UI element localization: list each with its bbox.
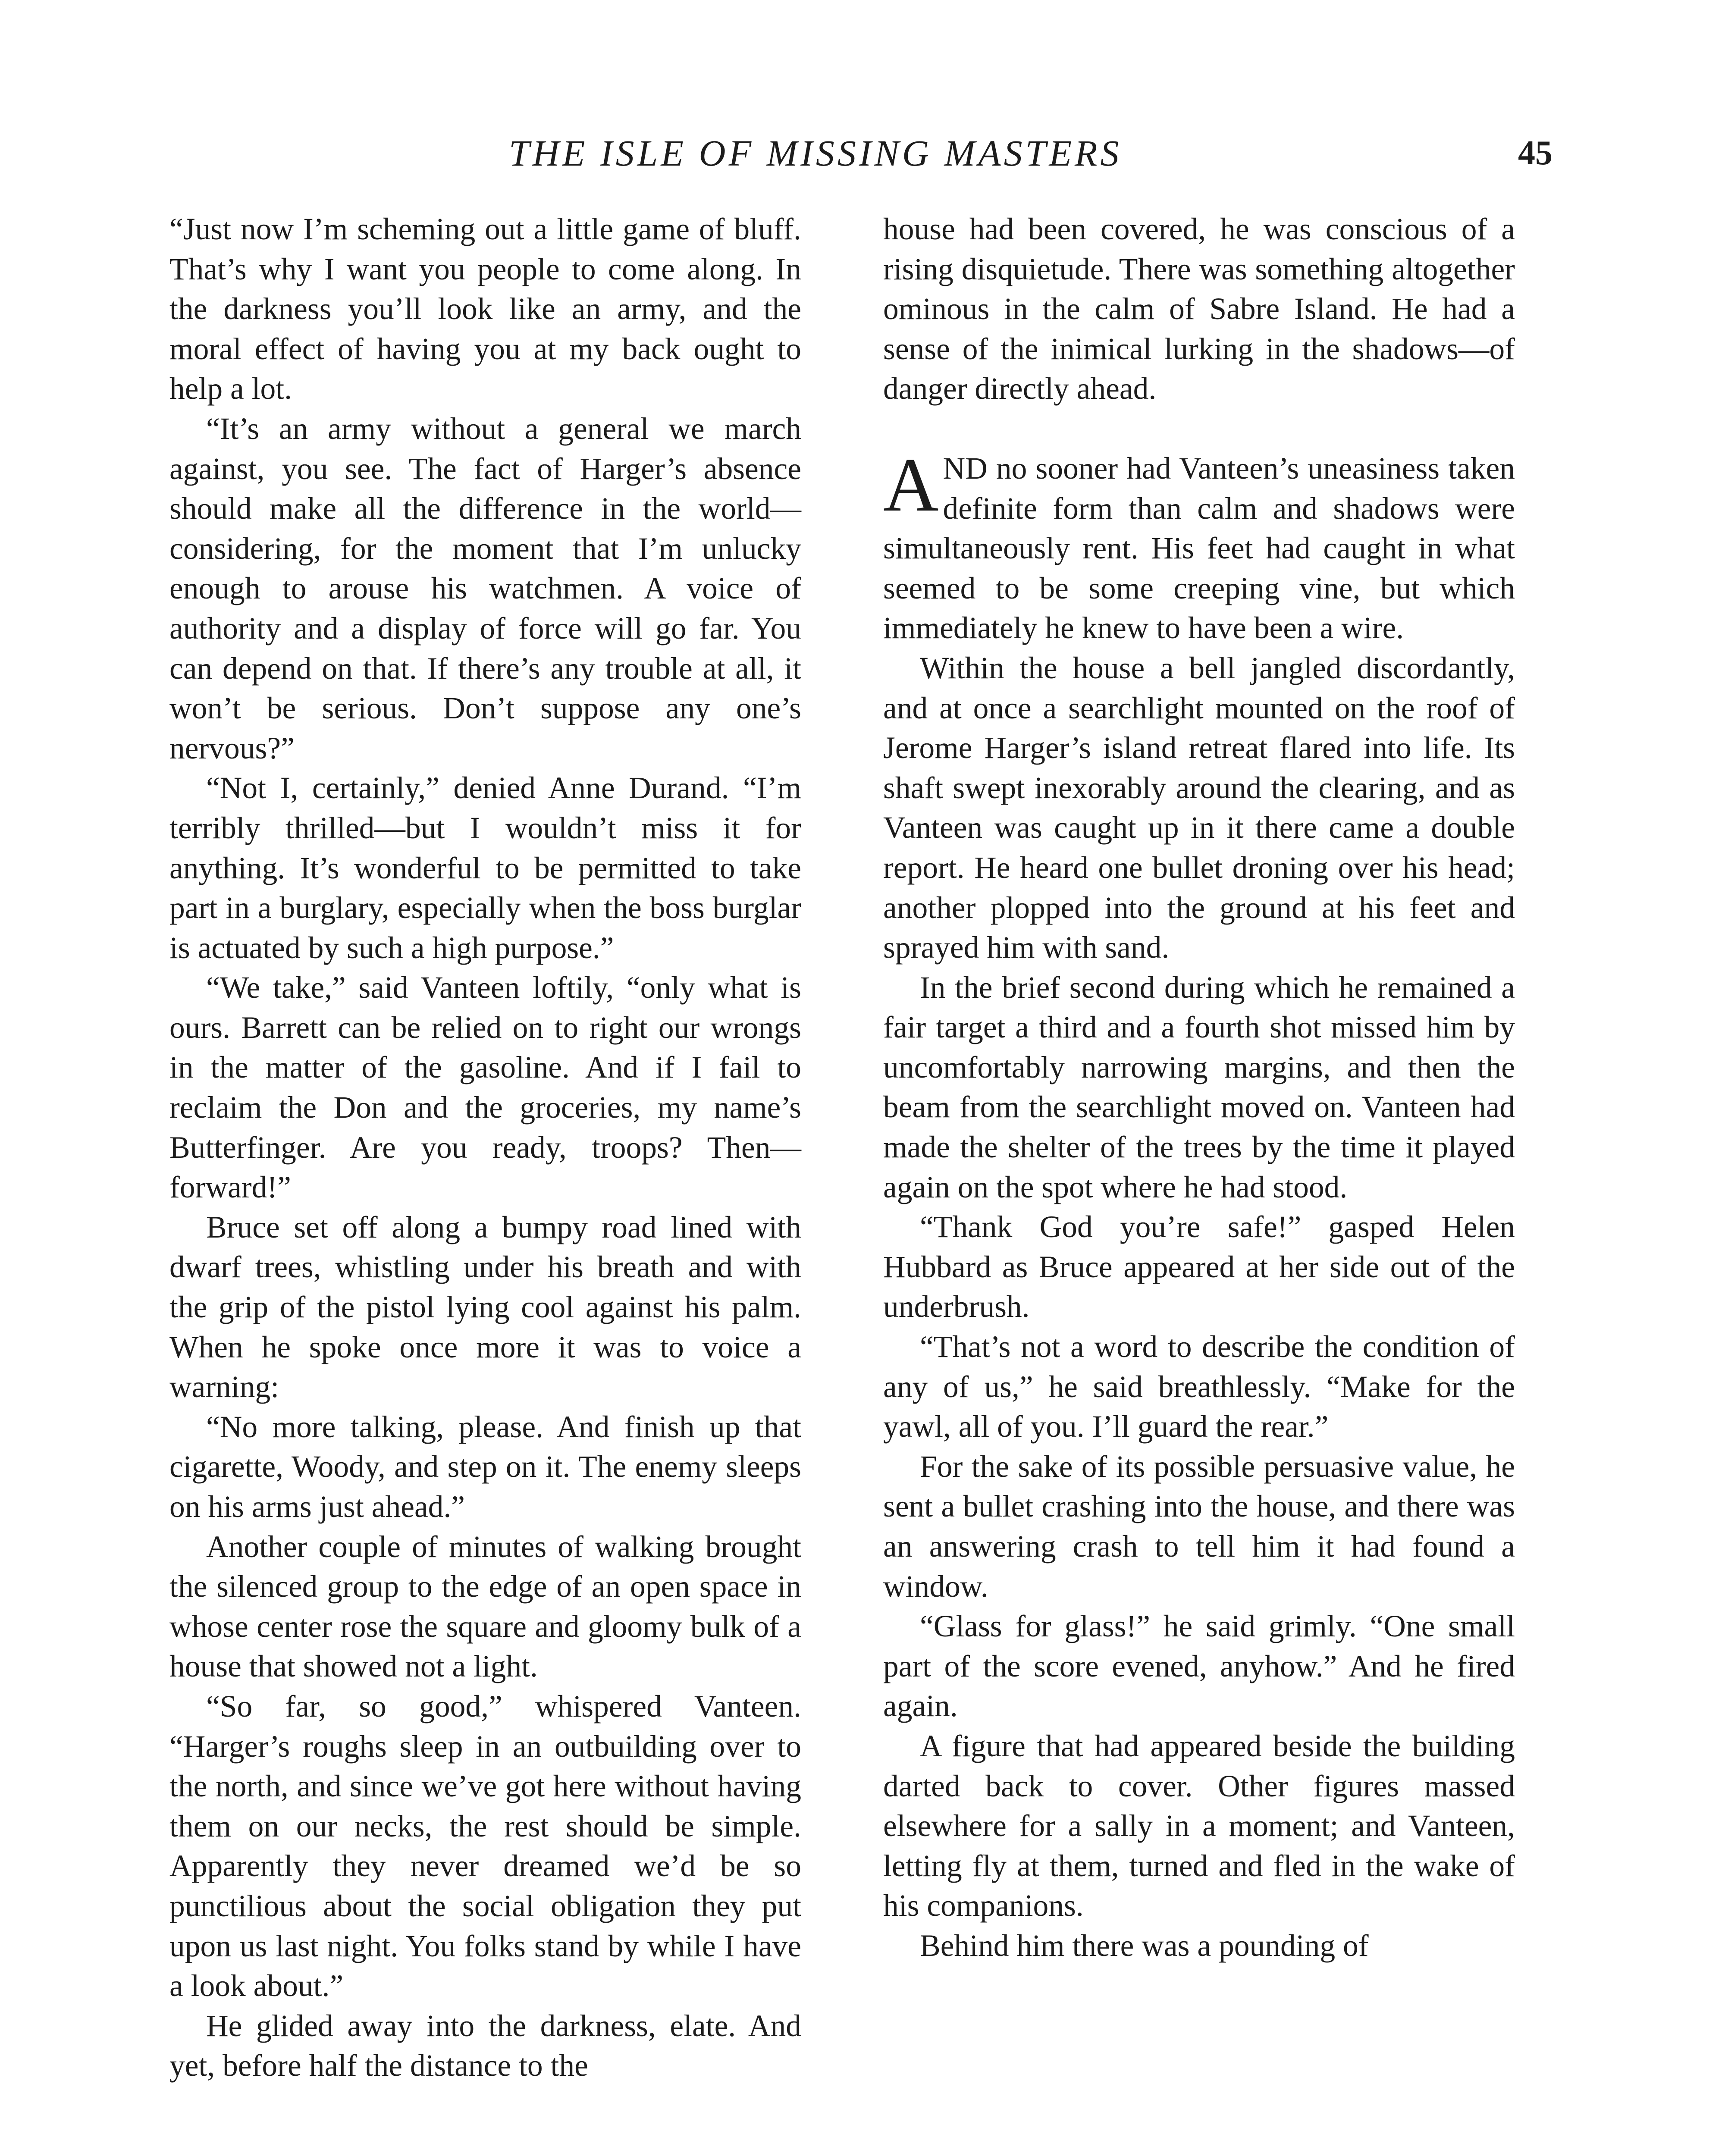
section-opening-paragraph	[883, 442, 1515, 649]
drop-cap: A	[883, 442, 939, 527]
paragraph: “We take,” said Vanteen loftily, “only what is ours. Barrett can be relied on to right our wrongs in the matter of the gasoline. And if I fail to reclaim the Don and the groceries, my name’s Butterfinger. Are you ready, troops? Then—forward!”	[169, 971, 801, 1205]
paragraph: “Thank God you’re safe!” gasped Helen Hubbard as Bruce appeared at her side out of the underbrush.	[883, 1210, 1515, 1324]
paragraph: “No more talking, please. And finish up that cigarette, Woody, and step on it. The enemy sleeps on his arms just ahead.”	[169, 1410, 801, 1524]
right-column	[883, 210, 1515, 1966]
paragraph: “So far, so good,” whispered Vanteen. “Harger’s roughs sleep in an outbuilding over to the north, and since we’ve got here without having them on our necks, the rest should be simple. Apparently they never dreamed we’d be so punctilious about the social obligation they put upon us last night. You folks stand by while I have a look about.”	[169, 1689, 801, 2003]
small-caps-lead: ND	[943, 451, 988, 486]
running-title: THE ISLE OF MISSING MASTERS	[509, 132, 1122, 174]
paragraph: Another couple of minutes of walking brought the silenced group to the edge of an open space in whose center rose the square and gloomy bulk of a house that showed not a light.	[169, 1529, 801, 1684]
paragraph: “Just now I’m scheming out a little game of bluff. That’s why I want you people to come along. In the darkness you’ll look like an army, and the moral effect of having you at my back ought to help a lot.	[169, 212, 801, 406]
page-number: 45	[1518, 134, 1552, 172]
paragraph: “Not I, certainly,” denied Anne Durand. “I’m terribly thrilled—but I wouldn’t miss it for anything. It’s wonderful to be permitted to take part in a burglary, especially when the boss burglar is actuated by such a high purpose.”	[169, 771, 801, 965]
paragraph: A figure that had appeared beside the building darted back to cover. Other figures massed elsewhere for a sally in a moment; and Vanteen, letting fly at them, turned and fled in the wake of his companions.	[883, 1729, 1515, 1923]
paragraph-continuation: house had been covered, he was conscious of a rising disquietude. There was something altogether ominous in the calm of Sabre Island. He had a sense of the inimical lurking in the shadows—of danger directly ahead.	[883, 212, 1515, 406]
section-opening-text: no sooner had Vanteen’s uneasiness taken definite form than calm and shadows were simultaneously rent. His feet had caught in what seemed to be some creeping vine, but which immediately he knew to have been a wire.	[883, 451, 1515, 646]
paragraph: Bruce set off along a bumpy road lined with dwarf trees, whistling under his breath and with the grip of the pistol lying cool against his palm. When he spoke once more it was to voice a warning:	[169, 1210, 801, 1404]
paragraph: In the brief second during which he remained a fair target a third and a fourth shot missed him by uncomfortably narrowing margins, and then the beam from the searchlight moved on. Vanteen had made the shelter of the trees by the time it played again on the spot where he had stood.	[883, 970, 1515, 1204]
paragraph: He glided away into the darkness, elate. And yet, before half the distance to the	[169, 2009, 801, 2083]
paragraph: Within the house a bell jangled discordantly, and at once a searchlight mounted on the roof of Jerome Harger’s island retreat flared into life. Its shaft swept inexorably around the clearing, and as Vanteen was caught up in it there came a double report. He heard one bullet droning over his head; another plopped into the ground at his feet and sprayed him with sand.	[883, 651, 1515, 965]
paragraph: “That’s not a word to describe the condition of any of us,” he said breathlessly. “Make for the yawl, all of you. I’ll guard the rear.”	[883, 1330, 1515, 1444]
paragraph: For the sake of its possible persuasive value, he sent a bullet crashing into the house, and there was an answering crash to tell him it had found a window.	[883, 1449, 1515, 1604]
paragraph: “It’s an army without a general we march against, you see. The fact of Harger’s absence should make all the difference in the world—considering, for the moment that I’m unlucky enough to arouse his watchmen. A voice of authority and a display of force will go far. You can depend on that. If there’s any trouble at all, it won’t be serious. Don’t suppose any one’s nervous?”	[169, 411, 801, 765]
page-header	[0, 129, 1725, 177]
paragraph: Behind him there was a pounding of	[920, 1928, 1369, 1963]
paragraph: “Glass for glass!” he said grimly. “One small part of the score evened, anyhow.” And he fired again.	[883, 1609, 1515, 1724]
left-column	[169, 210, 801, 2086]
